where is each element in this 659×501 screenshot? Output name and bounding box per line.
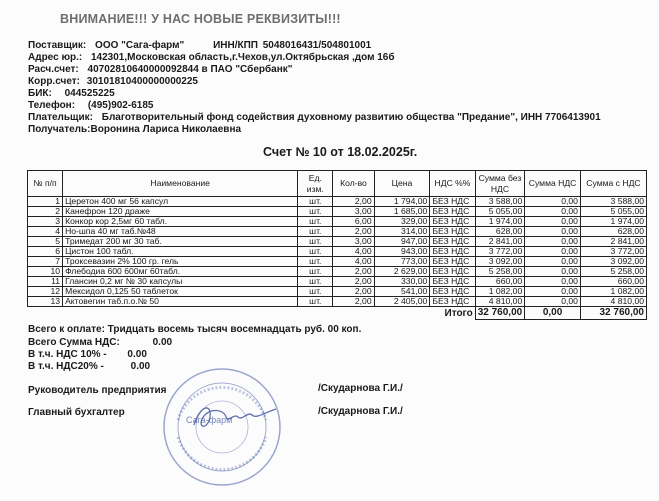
table-row — [28, 217, 647, 227]
table-row — [28, 297, 647, 307]
vat-total-label: Всего Сумма НДС: — [28, 337, 120, 348]
row-price: 947,00 — [374, 237, 430, 247]
row-vat-sum: 0,00 — [525, 277, 581, 287]
row-vat: БЕЗ НДС — [430, 297, 475, 307]
phone-line — [28, 100, 153, 112]
to-pay-line: Всего к оплате: Тридцать восемь тысяч восемнадцать руб. 00 коп. — [28, 324, 362, 335]
row-unit: шт. — [298, 267, 333, 277]
row-sum-vat: 1 082,00 — [580, 287, 646, 297]
inn-label: ИНН/КПП — [213, 40, 258, 51]
col-vat-pct-header: НДС %% — [430, 171, 475, 197]
address-label: Адрес юр.: — [28, 52, 83, 63]
row-sum-novat: 3 092,00 — [475, 257, 525, 267]
row-vat: БЕЗ НДС — [430, 237, 475, 247]
row-name: Актовегин таб.п.о.№ 50 — [63, 297, 298, 307]
recipient-label: Получатель: — [28, 124, 91, 135]
row-vat-sum: 0,00 — [525, 217, 581, 227]
row-vat: БЕЗ НДС — [430, 257, 475, 267]
row-vat: БЕЗ НДС — [430, 287, 475, 297]
signature-mark — [190, 395, 280, 435]
row-num: 6 — [28, 247, 63, 257]
bik-label: БИК: — [28, 88, 52, 99]
row-price: 329,00 — [374, 217, 430, 227]
vat-total-value: 0.00 — [152, 337, 173, 348]
invoice-table — [27, 170, 647, 320]
accountant-name: /Скударнова Г.И./ — [318, 406, 403, 417]
row-qty: 4,00 — [333, 257, 374, 267]
row-vat-sum: 0,00 — [525, 257, 581, 267]
row-sum-novat: 3 772,00 — [475, 247, 525, 257]
table-row — [28, 207, 647, 217]
row-sum-novat: 5 055,00 — [475, 207, 525, 217]
row-name: Церетон 400 мг 56 капсул — [63, 197, 298, 207]
row-sum-vat: 5 055,00 — [580, 207, 646, 217]
row-vat-sum: 0,00 — [525, 297, 581, 307]
row-qty: 3,00 — [333, 207, 374, 217]
row-vat-sum: 0,00 — [525, 237, 581, 247]
row-sum-vat: 660,00 — [580, 277, 646, 287]
row-vat: БЕЗ НДС — [430, 217, 475, 227]
row-qty: 3,00 — [333, 237, 374, 247]
payer-line — [28, 112, 601, 124]
row-sum-novat: 5 258,00 — [475, 267, 525, 277]
row-qty: 2,00 — [333, 297, 374, 307]
row-vat: БЕЗ НДС — [430, 267, 475, 277]
corr-account-line — [28, 76, 198, 88]
row-qty: 2,00 — [333, 277, 374, 287]
row-unit: шт. — [298, 227, 333, 237]
invoice-title: Счет № 10 от 18.02.2025г. — [263, 145, 418, 159]
row-name: Мексидол 0,125 50 таблеток — [63, 287, 298, 297]
supplier-line — [28, 40, 371, 52]
col-vat-sum-header: Сумма НДС — [525, 171, 581, 197]
vat20-label: В т.ч. НДС20% - — [28, 361, 104, 372]
row-num: 5 — [28, 237, 63, 247]
row-num: 7 — [28, 257, 63, 267]
row-qty: 2,00 — [333, 197, 374, 207]
row-num: 1 — [28, 197, 63, 207]
row-price: 2 405,00 — [374, 297, 430, 307]
total-vat: 0,00 — [525, 307, 581, 320]
row-sum-vat: 628,00 — [580, 227, 646, 237]
total-row — [28, 307, 647, 320]
row-vat: БЕЗ НДС — [430, 197, 475, 207]
row-sum-vat: 5 258,00 — [580, 267, 646, 277]
total-novat: 32 760,00 — [475, 307, 525, 320]
total-label: Итого — [444, 307, 473, 319]
corr-value: 30101810400000000225 — [86, 76, 198, 87]
table-row — [28, 257, 647, 267]
head-label: Руководитель предприятия — [28, 385, 167, 396]
row-unit: шт. — [298, 207, 333, 217]
row-name: Цистон 100 табл. — [63, 247, 298, 257]
row-sum-novat: 2 841,00 — [475, 237, 525, 247]
table-row — [28, 247, 647, 257]
col-name-header: Наименование — [63, 171, 298, 197]
row-vat-sum: 0,00 — [525, 227, 581, 237]
bik-line — [28, 88, 115, 100]
row-unit: шт. — [298, 277, 333, 287]
phone-label: Телефон: — [28, 100, 76, 111]
row-price: 541,00 — [374, 287, 430, 297]
row-num: 3 — [28, 217, 63, 227]
vat-total-line — [28, 337, 172, 349]
row-price: 943,00 — [374, 247, 430, 257]
bik-value: 044525225 — [64, 88, 115, 99]
row-vat-sum: 0,00 — [525, 247, 581, 257]
col-sum-vat-header: Сумма с НДС — [580, 171, 646, 197]
account-label: Расч.счет: — [28, 64, 79, 75]
row-qty: 2,00 — [333, 267, 374, 277]
table-row — [28, 237, 647, 247]
recipient-line — [28, 124, 241, 136]
new-requisites-notice: ВНИМАНИЕ!!! У НАС НОВЫЕ РЕКВИЗИТЫ!!! — [60, 12, 341, 26]
row-sum-vat: 4 810,00 — [580, 297, 646, 307]
row-qty: 4,00 — [333, 247, 374, 257]
vat10-value: 0.00 — [127, 349, 147, 360]
row-price: 2 629,00 — [374, 267, 430, 277]
row-price: 773,00 — [374, 257, 430, 267]
phone-value: (495)902-6185 — [87, 100, 154, 111]
col-price-header: Цена — [374, 171, 430, 197]
supplier-label: Поставщик: — [28, 40, 87, 51]
total-with-vat: 32 760,00 — [580, 307, 646, 320]
row-num: 11 — [28, 277, 63, 287]
supplier-value: ООО "Сага-фарм" — [95, 40, 185, 51]
row-unit: шт. — [298, 247, 333, 257]
table-row — [28, 287, 647, 297]
row-num: 4 — [28, 227, 63, 237]
corr-label: Корр.счет: — [28, 76, 80, 87]
head-name: /Скударнова Г.И./ — [318, 383, 403, 394]
table-row — [28, 267, 647, 277]
payer-value: Благотворительный фонд содействия духовному развитию общества "Предание", ИНН 7706413901 — [101, 112, 601, 123]
col-qty-header: Кол-во — [333, 171, 374, 197]
accountant-label: Главный бухгалтер — [28, 407, 125, 418]
row-sum-novat: 628,00 — [475, 227, 525, 237]
vat10-line — [28, 349, 147, 361]
row-name: Канефрон 120 драже — [63, 207, 298, 217]
row-num: 10 — [28, 267, 63, 277]
inn-value: 5048016431/504801001 — [262, 40, 372, 51]
col-sum-novat-header: Сумма без НДС — [475, 171, 525, 197]
row-price: 330,00 — [374, 277, 430, 287]
row-sum-vat: 3 588,00 — [580, 197, 646, 207]
row-sum-vat: 3 092,00 — [580, 257, 646, 267]
address-line — [28, 52, 395, 64]
vat20-value: 0.00 — [130, 361, 151, 372]
row-unit: шт. — [298, 197, 333, 207]
row-unit: шт. — [298, 297, 333, 307]
row-sum-vat: 1 974,00 — [580, 217, 646, 227]
row-name: Троксевазин 2% 100 гр. гель — [63, 257, 298, 267]
col-num-header: № п/п — [28, 171, 63, 197]
vat20-line — [28, 361, 150, 373]
row-vat-sum: 0,00 — [525, 267, 581, 277]
row-sum-novat: 1 974,00 — [475, 217, 525, 227]
row-unit: шт. — [298, 217, 333, 227]
table-row — [28, 227, 647, 237]
row-qty: 6,00 — [333, 217, 374, 227]
row-num: 2 — [28, 207, 63, 217]
row-price: 1 685,00 — [374, 207, 430, 217]
col-unit-header: Ед. изм. — [298, 171, 333, 197]
row-num: 12 — [28, 287, 63, 297]
row-sum-vat: 3 772,00 — [580, 247, 646, 257]
account-line — [28, 64, 293, 76]
row-sum-novat: 660,00 — [475, 277, 525, 287]
row-vat: БЕЗ НДС — [430, 227, 475, 237]
row-unit: шт. — [298, 257, 333, 267]
row-unit: шт. — [298, 237, 333, 247]
account-value: 40702810640000092844 в ПАО "Сбербанк" — [87, 64, 293, 75]
table-row — [28, 197, 647, 207]
row-name: Но-шпа 40 мг таб.№48 — [63, 227, 298, 237]
row-vat: БЕЗ НДС — [430, 207, 475, 217]
row-num: 13 — [28, 297, 63, 307]
row-unit: шт. — [298, 287, 333, 297]
table-header-row — [28, 171, 647, 197]
row-vat: БЕЗ НДС — [430, 247, 475, 257]
row-qty: 2,00 — [333, 227, 374, 237]
row-vat-sum: 0,00 — [525, 207, 581, 217]
row-price: 314,00 — [374, 227, 430, 237]
table-row — [28, 277, 647, 287]
row-sum-novat: 1 082,00 — [475, 287, 525, 297]
row-sum-vat: 2 841,00 — [580, 237, 646, 247]
recipient-value: Воронина Лариса Николаевна — [90, 124, 242, 135]
vat10-label: В т.ч. НДС 10% - — [28, 349, 107, 360]
row-name: Тримедат 200 мг 30 таб. — [63, 237, 298, 247]
row-name: Глансин 0,2 мг № 30 капсулы — [63, 277, 298, 287]
row-vat-sum: 0,00 — [525, 197, 581, 207]
row-sum-novat: 3 588,00 — [475, 197, 525, 207]
address-value: 142301,Московская область,г.Чехов,ул.Октябрьская ,дом 16б — [91, 52, 395, 63]
row-name: Флебодиа 600 600мг 60табл. — [63, 267, 298, 277]
payer-label: Плательщик: — [28, 112, 93, 123]
row-name: Конкор кор 2,5мг 60 табл. — [63, 217, 298, 227]
row-vat-sum: 0,00 — [525, 287, 581, 297]
row-qty: 2,00 — [333, 287, 374, 297]
row-vat: БЕЗ НДС — [430, 277, 475, 287]
stamp-text: Сага-фарм — [186, 415, 233, 425]
row-sum-novat: 4 810,00 — [475, 297, 525, 307]
row-price: 1 794,00 — [374, 197, 430, 207]
